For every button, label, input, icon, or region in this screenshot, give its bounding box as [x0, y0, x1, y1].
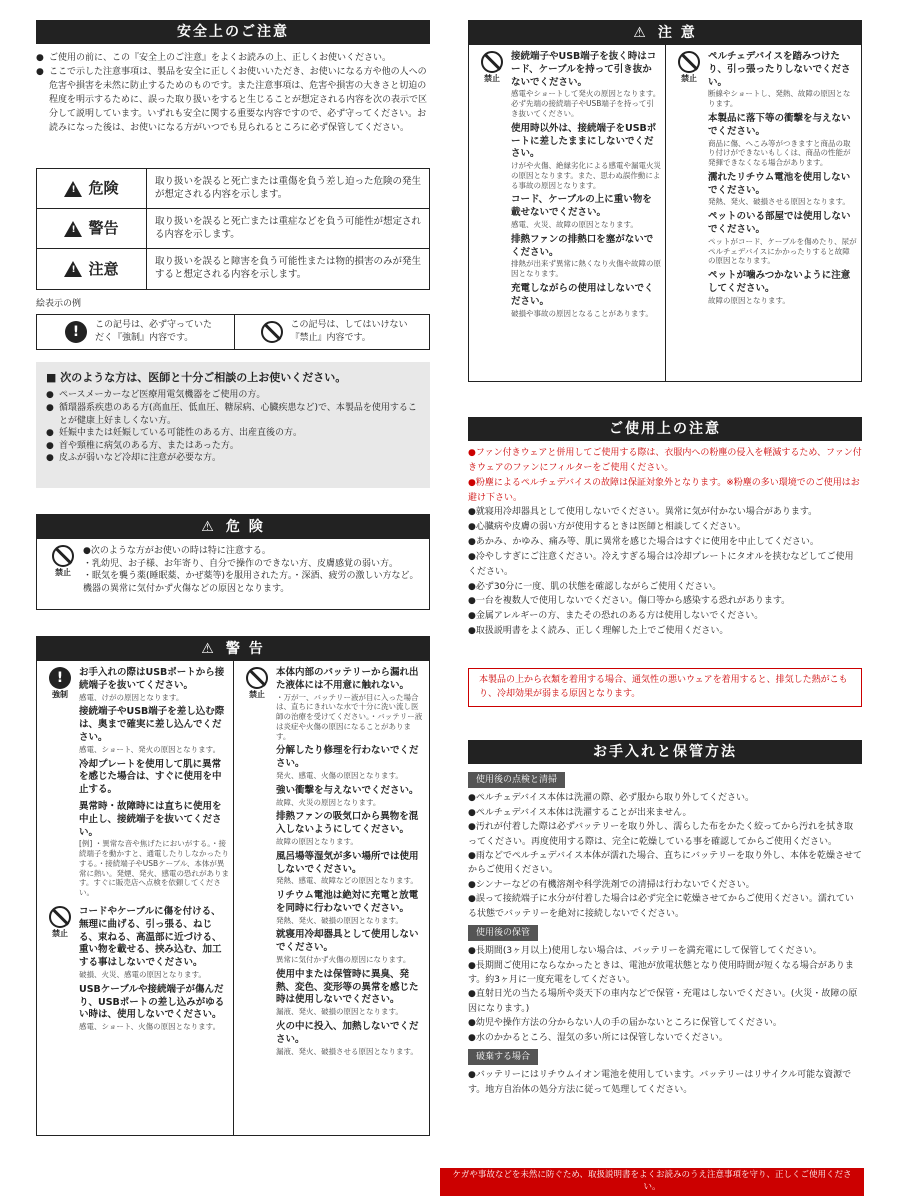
care-tag: 破棄する場合: [468, 1049, 538, 1065]
list-item: 充電しながらの使用はしないでください。 破損や事故の原因となることがあります。: [511, 282, 654, 318]
list-item: 風呂場等湿気が多い場所では使用しないでください。 発熱、感電、故障などの原因となります。: [276, 850, 419, 886]
list-item: 本体内部のバッテリーから漏れ出た液体には不用意に触れない。 ・万が一、バッテリー液が目に入った場合は、直ちにきれいな水で十分に洗い流し医師の治療を受けてください。・バッテリー液は炎症や火傷の原因になることがあります。: [276, 667, 423, 741]
list-item: お手入れの際はUSBポートから接続端子を抜いてください。 感電、けがの原因となります。: [79, 667, 225, 702]
list-item: USBケーブルや接続端子が傷んだり、USBポートの差し込みがゆるい時は、使用しないでください。 感電、ショート、火傷の原因となります。: [79, 983, 225, 1032]
list-item: 本製品に落下等の衝撃を与えないでください。 商品に傷、へこみ等がつきますと商品の取り付けができないもしくは、商品の性能が発揮できなくなる場合があります。: [708, 112, 851, 168]
warning-triangle-icon: ⚠: [633, 25, 648, 41]
list-item: 分解したり修理を行わないでください。 発火、感電、火傷の原因となります。: [276, 745, 419, 780]
usage-list: ●ファン付きウェアと併用してご使用する際は、衣服内への粉塵の侵入を軽減するため、ファン付きウェアのファンにフィルターをご使用ください。 ●粉塵によるペルチェデバイスの故障は保証対象外となります。※粉塵の多い環境でのご使用はお避け下さい。 ●就寝用冷却器具として使用しないでください。異常に気が付かない場合があります。 ●心臓病や皮膚の弱い方が使用するときは医師と相談してください。 ●あかみ、かゆみ、痛み等、肌に異常を感じた場合はすぐに使用を中止してください。 ●冷やしすぎにご注意ください。冷えすぎる場合は冷却プレートにタオルを挟むなどしてご使用ください。 ●必ず30分に一度、肌の状態を確認しながらご使用ください。 ●一台を複数人で使用しないでください。傷口等から感染する恐れがあります。 ●金属アレルギーの方、またその恐れのある方は使用しないでください。 ●取扱説明書をよく読み、正しく理解した上でご使用ください。: [468, 448, 862, 637]
level-warning: ! 警告 取り扱いを誤ると死亡または重症などを負う可能性が想定される内容を示します。: [37, 209, 429, 249]
danger-box: ⚠ 危 険 禁止 ●次のような方がお使いの時は特に注意する。 ・乳幼児、お子様、お年寄り、自分で操作のできない方、皮膚感覚の弱い方。 ・眠気を襲う薬(睡眠薬、かぜ薬等)を服用された方。・深酒、疲労の激しい方など。機器の異常に気付かず火傷などの原因となります。: [36, 514, 430, 610]
prohibited-icon: [261, 321, 283, 343]
list-item: 強い衝撃を与えないでください。 故障、火災の原因となります。: [276, 784, 419, 807]
prohibited-icon: [678, 51, 700, 73]
prohibited-icon: [52, 545, 74, 567]
list-item: コードやケーブルに傷を付ける、無理に曲げる、引っ張る、ねじる、束ねる、高温部に近づける、重い物を載せる、挟み込む、加工する事はしないでください。 破損、火災、感電の原因となります。: [79, 905, 222, 979]
level-table: [36, 168, 430, 290]
care-title: お手入れと保管方法: [468, 740, 862, 764]
list-item: ペルチェデバイスを踏みつけたり、引っ張ったりしないでください。 断線やショートし、発熱、故障の原因となります。: [708, 51, 851, 109]
care-tag: 使用後の保管: [468, 925, 538, 941]
list-item: 排熱ファンの排熱口を塞がないでください。 排熱が出来ず異常に熱くなり火傷や故障の原因となります。: [511, 233, 661, 279]
warning-triangle-icon: ⚠: [201, 641, 216, 657]
list-item: 冷却プレートを使用して肌に異常を感じた場合は、すぐに使用を中止する。: [79, 758, 222, 796]
warning-triangle-icon: [64, 221, 82, 237]
list-item: 使用中または保管時に異臭、発熱、変色、変形等の異常を感じた時は使用しないでください。 漏液、発火、破損の原因となります。: [276, 968, 419, 1017]
footer-banner: ケガや事故などを未然に防ぐため、取扱説明書をよくお読みのうえ注意事項を守り、正しくご使用ください。: [440, 1168, 864, 1196]
list-item: ペットのいる部屋では使用しないでください。 ペットがコード、ケーブルを傷めたり、尿がペルチェデバイスにかかったりすると故障の原因となります。: [708, 211, 857, 266]
mandatory-icon: !: [49, 667, 71, 689]
warning-triangle-icon: [64, 181, 82, 197]
prohibited-icon: [246, 667, 268, 689]
prohibited-icon: [481, 51, 503, 73]
list-item: 火の中に投入、加熱しないでください。 漏液、発火、破損させる原因となります。: [276, 1021, 419, 1056]
safety-intro: ● ご使用の前に、この『安全上のご注意』をよくお読みの上、正しくお使いください。 ● ここで示した注意事項は、製品を安全に正しくお使いいただき、お使いになる方や他の人への危害や損害を未然に防止するためのものです。また注意事項は、危害や損害の大きさと切迫の程度を明示するために、誤った取り扱いをすると生じることが想定される内容を次の表示で区分して説明しています。いずれも安全に関する重要な内容ですので、必ず守ってください。お読みになった後は、お使いになる方がいつでも見られるところに必ず保管してください。: [36, 53, 428, 133]
list-item: 接続端子やUSB端子を差し込む際は、奥まで確実に差し込んでください。 感電、ショート、発火の原因となります。: [79, 706, 225, 754]
prohibited-icon: [49, 906, 71, 928]
list-item: リチウム電池は絶対に充電と放電を同時に行わないでください。 発熱、発火、破損の原因となります。: [276, 890, 419, 925]
level-caution: ! 注意 取り扱いを誤ると障害を負う可能性または物的損害のみが発生すると想定される内容を示します。: [37, 249, 429, 289]
list-item: 濡れたリチウム電池を使用しないでください。 発熱、発火、破損させる原因となります。: [708, 171, 851, 207]
list-item: 接続端子やUSB端子を抜く時はコード、ケーブルを持って引き抜かないでください。 感電やショートして発火の原因となります。必ず先端の接続端子やUSB端子を持って引き抜いてください。: [511, 51, 661, 118]
list-item: 異常時・故障時には直ちに使用を中止し、接続端子を抜いてください。 [例] ・異常な音や焦げたにおいがする。・接続端子を動かすと、通電したりしなかったりする。・接続端子やUSBケーブル、本体が異常に熱い。発煙、発火、感電の恐れがあります。すぐに販売店へ点検を依頼してください。: [79, 801, 229, 898]
example-box: ! この記号は、必ず守っていただく『強制』内容です。 この記号は、してはいけない『禁止』内容です。: [36, 314, 430, 350]
caution-box: ⚠ 注 意 禁止 接続端子やUSB端子を抜く時はコード、ケーブルを持って引き抜かないでください。 感電やショートして発火の原因となります。必ず先端の接続端子やUSB端子を持って引き抜いてください。 使用時以外は、接続端子をUSBポートに差したままにしないでください。 けがや火傷、絶縁劣化による感電や漏電火災の原因となります。また、思わぬ誤作動による事故の原因となります。 コード、ケーブルの上に重い物を載せないでください。 感電、火災、故障の原因となります。 排熱ファンの排熱口を塞がないでください。 排熱が出来ず異常に熱くなり火傷や故障の原因となります。 充電しながらの使用はしないでください。 破損や事故の原因となることがあります。 禁止 ペルチェデバイスを踏みつけたり、引っ張ったりしないでください。 断線やショートし、発熱、故障の原因となります。 本製品に落下等の衝撃を与えないでください。 商品に傷、へこみ等がつきますと商品の取り付けができないもしくは、商品の性能が発揮できなくなる場合があります。 濡れたリチウム電池を使用しないでください。 発熱、発火、破損させる原因となります。 ペットのいる部屋では使用しないでください。 ペットがコード、ケーブルを傷めたり、尿がペルチェデバイスにかかったりすると故障の原因となります。 ペットが噛みつかないように注意してください。 故障の原因となります。: [468, 20, 862, 382]
list-item: コード、ケーブルの上に重い物を載せないでください。 感電、火災、故障の原因となります。: [511, 194, 652, 229]
warning-box: ⚠ 警 告 ! 強制 お手入れの際はUSBポートから接続端子を抜いてください。 感電、けがの原因となります。 接続端子やUSB端子を差し込む際は、奥まで確実に差し込んでください。 感電、ショート、発火の原因となります。 冷却プレートを使用して肌に異常を感じた場合は、すぐに使用を中止する。 異常時・故障時には直ちに使用を中止し、接続端子を抜いてください。 [例] ・異常な音や焦げたにおいがする。・接続端子を動かすと、通電したりしなかったりする。・接続端子やUSBケーブル、本体が異常に熱い。発煙、発火、感電の恐れがあります。すぐに販売店へ点検を依頼してください。 禁止 コードやケーブルに傷を付ける、無理に曲げる、引っ張る、ねじる、束ねる、高温部に近づける、重い物を載せる、挟み込む、加工する事はしないでください。 破損、火災、感電の原因となります。 USBケーブルや接続端子が傷んだり、USBポートの差し込みがゆるい時は、使用しないでください。 感電、ショート、火傷の原因となります。 禁止 本体内部のバッテリーから漏れ出た液体には不用意に触れない。 ・万が一、バッテリー液が目に入った場合は、直ちにきれいな水で十分に洗い流し医師の治療を受けてください。・バッテリー液は炎症や火傷の原因になることがあります。 分解したり修理を行わないでください。 発火、感電、火傷の原因となります。 強い衝撃を与えないでください。 故障、火災の原因となります。 排熱ファンの吸気口から異物を混入しないようにしてください。 故障の原因となります。 風呂場等湿気が多い場所では使用しないでください。 発熱、感電、故障などの原因となります。 リチウム電池は絶対に充電と放電を同時に行わないでください。 発熱、発火、破損の原因となります。 就寝用冷却器具として使用しないでください。 異常に気付かず火傷の原因になります。 使用中または保管時に異臭、発熱、変色、変形等の異常を感じた時は使用しないでください。 漏液、発火、破損の原因となります。 火の中に投入、加熱しないでください。 漏液、発火、破損させる原因となります。: [36, 636, 430, 1136]
example-title: 絵表示の例: [36, 299, 82, 309]
care-tag: 使用後の点検と清掃: [468, 772, 565, 788]
list-item: 使用時以外は、接続端子をUSBポートに差したままにしないでください。 けがや火傷、絶縁劣化による感電や漏電火災の原因となります。また、思わぬ誤作動による事故の原因となります。: [511, 122, 661, 190]
level-danger: ! 危険 取り扱いを誤ると死亡または重傷を負う差し迫った危険の発生が想定される内容を示します。: [37, 169, 429, 209]
mandatory-icon: !: [65, 321, 87, 343]
usage-note: 本製品の上から衣類を着用する場合、通気性の悪いウェアを着用すると、排気した熱がこもり、冷却効果が弱まる原因となります。: [468, 668, 862, 707]
list-item: ペットが噛みつかないように注意してください。 故障の原因となります。: [708, 270, 851, 305]
warning-triangle-icon: ⚠: [201, 519, 216, 535]
consult-box: ■ 次のような方は、医師と十分ご相談の上お使いください。 ● ペースメーカーなど医療用電気機器をご使用の方。 ● 循環器系疾患のある方(高血圧、低血圧、糖尿病、心臓疾患など)で、本製品を使用することが健康上好ましくない方。 ● 妊娠中または妊娠している可能性のある方、出産直後の方。 ● 首や頸椎に病気のある方、またはあった方。 ● 皮ふが弱いなど冷却に注意が必要な方。: [36, 362, 430, 488]
list-item: 就寝用冷却器具として使用しないでください。 異常に気付かず火傷の原因になります。: [276, 929, 419, 965]
list-item: 排熱ファンの吸気口から異物を混入しないようにしてください。 故障の原因となります。: [276, 811, 419, 846]
safety-title: 安全上のご注意: [36, 20, 430, 44]
usage-title: ご使用上の注意: [468, 417, 862, 441]
care-section: 使用後の点検と清掃 ●ペルチェデバイス本体は洗濯の際、必ず服から取り外してください。 ●ペルチェデバイス本体は洗濯することが出来ません。 ●汚れが付着した際は必ずバッテリーを取り外し、濡らした布をかたく絞ってから汚れを拭き取ってください。再度使用する際は、完全に乾燥している事を確認してからご使用ください。 ●雨などでペルチェデバイス本体が濡れた場合、直ちにバッテリーを取り外し、本体を乾燥させてからご使用ください。 ●シンナーなどの有機溶剤や科学洗剤での清掃は行わないでください。 ●誤って接続端子に水分が付着した場合は必ず完全に乾燥させてからご使用ください。濡れている状態でバッテリーを絶対に接続しないでください。 使用後の保管 ●長期間(3ヶ月以上)使用しない場合は、バッテリーを満充電にして保管してください。 ●長期間ご使用にならなかったときは、電池が放電状態となり使用時間が短くなる場合があります。約3ヶ月に一度充電をしてください。 ●直射日光の当たる場所や炎天下の車内などで保管・充電はしないでください。(火災・故障の原因になります。) ●幼児や操作方法の分からない人の手の届かないところに保管してください。 ●水のかかるところ、湿気の多い所には保管しないでください。 破棄する場合 ●バッテリーにはリチウムイオン電池を使用しています。バッテリーはリサイクル可能な資源です。地方自治体の処分方法に従って処理してください。: [468, 768, 862, 1097]
warning-triangle-icon: [64, 261, 82, 277]
